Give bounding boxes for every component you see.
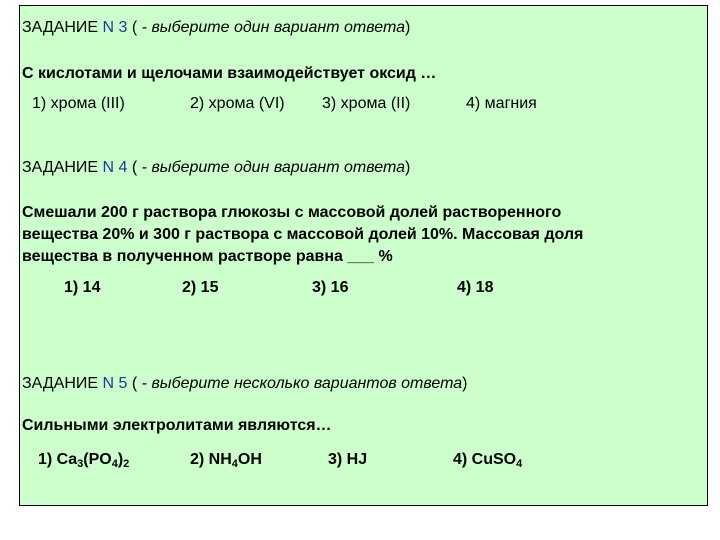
- task-4-option-1[interactable]: 1) 14: [64, 279, 101, 296]
- option-1-text-a: 1) Ca: [38, 451, 78, 468]
- task-5-number: N 5: [102, 375, 128, 392]
- task-4-hint: - выберите один вариант ответа: [141, 159, 405, 176]
- task-3-hint: - выберите один вариант ответа: [141, 19, 405, 36]
- option-1-text-b: (PO: [83, 451, 112, 468]
- option-4-sub-a: 4: [516, 458, 523, 470]
- task-3-header-open: (: [127, 19, 142, 36]
- task-5-option-3[interactable]: [328, 450, 367, 470]
- task-3-option-3[interactable]: 3) хрома (II): [322, 95, 411, 112]
- task-5-option-4[interactable]: [453, 450, 522, 470]
- task-3-option-1[interactable]: 1) хрома (III): [32, 95, 125, 112]
- task-5-option-1[interactable]: [38, 450, 129, 470]
- tasks-panel: [19, 5, 708, 506]
- task-3-option-4[interactable]: 4) магния: [466, 95, 537, 112]
- task-5-option-2[interactable]: [190, 450, 262, 470]
- task-3-option-2[interactable]: 2) хрома (VI): [190, 95, 285, 112]
- option-3-text: 3) HJ: [328, 451, 368, 468]
- task-5-header-close: ): [462, 375, 468, 392]
- task-3-header-close: ): [405, 19, 411, 36]
- option-2-text-b: OH: [237, 451, 262, 468]
- task-3-number: N 3: [102, 19, 128, 36]
- task-4-option-3[interactable]: 3) 16: [312, 279, 349, 296]
- task-4-option-2[interactable]: 2) 15: [182, 279, 219, 296]
- task-4-header-close: ): [405, 159, 411, 176]
- task-4-header: [22, 158, 410, 178]
- task-4-question-line-3: вещества в полученном растворе равна ___ %: [22, 248, 393, 265]
- task-4-header-open: (: [127, 159, 142, 176]
- task-3-header: [22, 18, 410, 38]
- option-1-sub-a: 3: [77, 458, 84, 470]
- option-1-text-c: ): [117, 451, 124, 468]
- task-5-header: [22, 374, 467, 394]
- task-3-header-prefix: ЗАДАНИЕ: [22, 19, 103, 36]
- task-4-header-prefix: ЗАДАНИЕ: [22, 159, 103, 176]
- task-5-header-prefix: ЗАДАНИЕ: [22, 375, 103, 392]
- option-1-sub-c: 2: [123, 458, 130, 470]
- task-3-question: С кислотами и щелочами взаимодействует оксид …: [22, 65, 437, 82]
- option-4-text-a: 4) CuSO: [453, 451, 517, 468]
- option-1-sub-b: 4: [111, 458, 118, 470]
- task-4-number: N 4: [102, 159, 128, 176]
- task-4-question-line-1: Смешали 200 г раствора глюкозы с массовой долей растворенного: [22, 204, 562, 221]
- task-5-question: Сильными электролитами являются…: [22, 417, 332, 434]
- task-5-hint: - выберите несколько вариантов ответа: [141, 375, 463, 392]
- task-4-option-4[interactable]: 4) 18: [457, 279, 494, 296]
- option-2-text-a: 2) NH: [190, 451, 232, 468]
- task-4-question-line-2: вещества 20% и 300 г раствора с массовой долей 10%. Массовая доля: [22, 226, 584, 243]
- task-5-header-open: (: [127, 375, 142, 392]
- option-2-sub-a: 4: [231, 458, 238, 470]
